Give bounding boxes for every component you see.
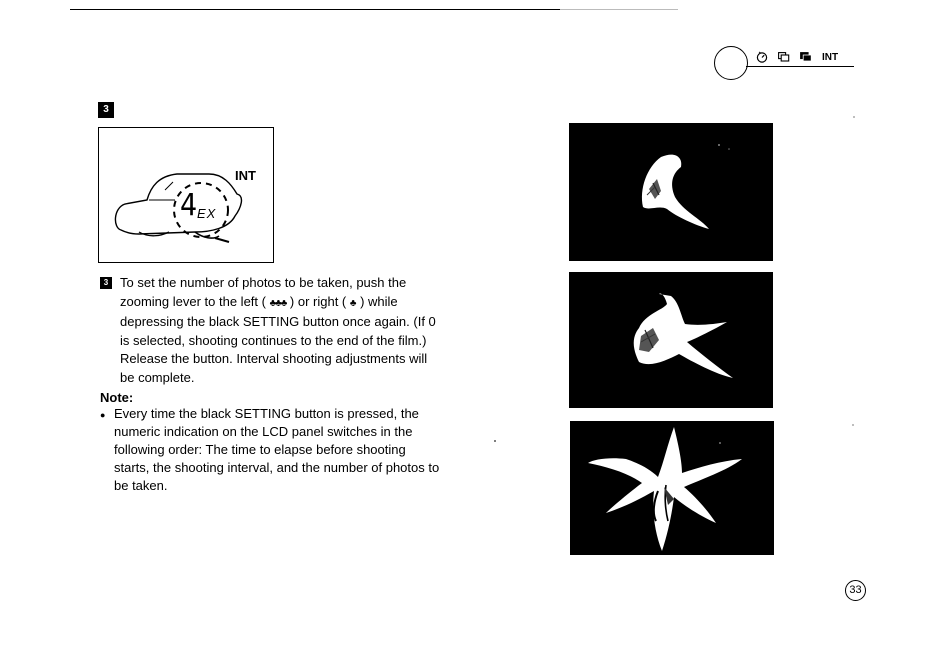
- mode-underline: [746, 66, 854, 67]
- instruction-line: To set the number of photos to be taken, push the: [120, 275, 407, 290]
- note-text: [114, 405, 474, 495]
- mode-int-label: INT: [822, 51, 839, 63]
- stray-dot: [494, 440, 496, 442]
- instruction-text: ) while: [360, 293, 398, 309]
- instruction-line: [120, 293, 480, 314]
- lily-opening-photo: [569, 272, 773, 408]
- note-line: following order: The time to elapse before shooting: [114, 442, 406, 457]
- mode-indicator: [714, 46, 854, 82]
- note-line: starts, the shooting interval, and the number of photos to: [114, 460, 440, 475]
- instruction-text: zooming lever to the left (: [120, 293, 266, 309]
- lily-bud-photo: [569, 123, 773, 261]
- mode-icons: [756, 49, 838, 65]
- instruction-line: be complete.: [120, 369, 195, 385]
- stray-dot: [852, 424, 854, 426]
- note-bullet: ●: [100, 410, 106, 420]
- instruction-line: is selected, shooting continues to the end of the film.): [120, 332, 427, 348]
- note-line: be taken.: [114, 478, 168, 493]
- lcd-unit: EX: [197, 206, 217, 221]
- stray-dot: [853, 116, 855, 118]
- wide-zoom-icon: ♣♣♣: [269, 297, 287, 309]
- mode-circle-icon: [714, 46, 748, 80]
- tele-zoom-icon: ♣: [349, 297, 357, 309]
- lily-open-photo: [570, 421, 774, 555]
- self-timer-icon: [756, 51, 768, 63]
- step-inline-badge: 3: [100, 277, 112, 289]
- step-instruction-text: [120, 274, 480, 387]
- lcd-panel-figure: [98, 127, 274, 263]
- page-number: 33: [845, 580, 866, 601]
- instruction-line: Release the button. Interval shooting adjustments will: [120, 351, 428, 366]
- note-line: numeric indication on the LCD panel switches in the: [114, 424, 413, 439]
- single-frame-icon: [778, 52, 790, 62]
- top-rule-faint: [560, 9, 678, 10]
- lcd-digit: 4: [179, 188, 198, 223]
- step-number-badge: 3: [98, 102, 114, 118]
- lcd-mode-label: INT: [235, 168, 256, 183]
- note-heading: Note:: [100, 390, 134, 405]
- instruction-text: ) or right (: [289, 293, 347, 309]
- instruction-line: depressing the black SETTING button once again. (If 0: [120, 314, 436, 329]
- continuous-frame-icon: [800, 52, 812, 62]
- note-line: Every time the black SETTING button is pressed, the: [114, 406, 419, 421]
